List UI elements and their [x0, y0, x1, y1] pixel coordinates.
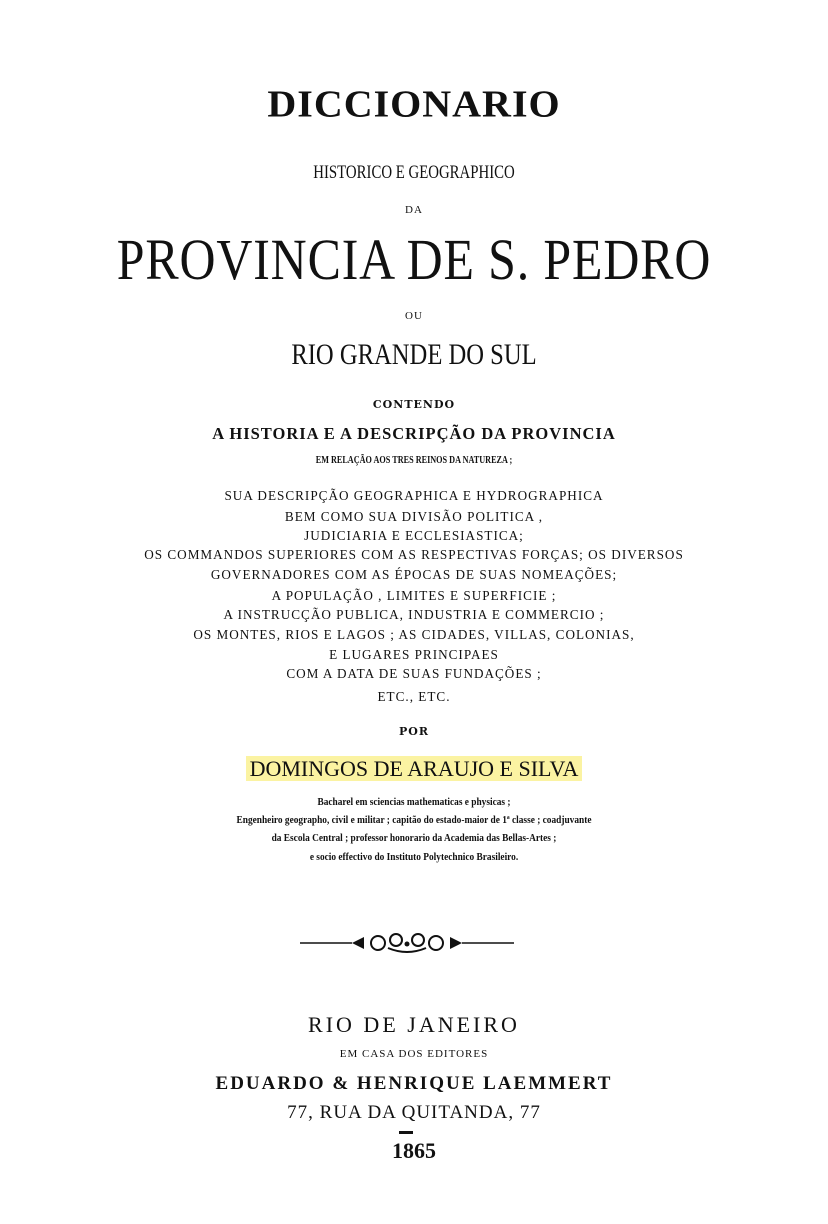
relacao-line: EM RELAÇÃO AOS TRES REINOS DA NATUREZA ; — [315, 455, 513, 466]
contents-line: OS MONTES, RIOS E LAGOS ; AS CIDADES, VILLAS, COLONIAS, — [193, 627, 635, 642]
year-rule — [399, 1131, 413, 1134]
contents-line: BEM COMO SUA DIVISÃO POLITICA , — [284, 509, 544, 524]
connector-ou: OU — [405, 310, 423, 322]
contents-line: GOVERNADORES COM AS ÉPOCAS DE SUAS NOMEAÇÕES; — [210, 567, 618, 582]
credential-line: da Escola Central ; professor honorario da Academia das Bellas-Artes ; — [271, 832, 557, 844]
province-name: PROVINCIA DE S. PEDRO — [116, 227, 712, 292]
ornament-divider — [0, 928, 828, 958]
alternate-name: RIO GRANDE DO SUL — [291, 338, 537, 371]
contents-line: A POPULAÇÃO , LIMITES E SUPERFICIE ; — [271, 588, 557, 603]
publication-year: 1865 — [392, 1138, 436, 1163]
historia-heading: A HISTORIA E A DESCRIPÇÃO DA PROVINCIA — [212, 424, 616, 443]
imprint-city: RIO DE JANEIRO — [308, 1012, 520, 1037]
publisher-address: 77, RUA DA QUITANDA, 77 — [287, 1102, 541, 1123]
contents-line: OS COMMANDOS SUPERIORES COM AS RESPECTIVAS FORÇAS; OS DIVERSOS — [144, 547, 684, 562]
credential-line: Engenheiro geographo, civil e militar ; capitão do estado-maior de 1ª classe ; coadjuvante — [236, 814, 592, 826]
por-label: POR — [399, 725, 429, 738]
contents-line: COM A DATA DE SUAS FUNDAÇÕES ; — [286, 666, 542, 681]
connector-da: DA — [405, 204, 423, 216]
imprint-casa: EM CASA DOS EDITORES — [339, 1048, 489, 1060]
author-name — [0, 756, 828, 782]
credential-line: Bacharel em sciencias mathematicas e physicas ; — [317, 796, 511, 808]
book-subtitle: HISTORICO E GEOGRAPHICO — [313, 162, 515, 183]
book-title: DICCIONARIO — [267, 82, 561, 125]
flourish-icon — [0, 928, 828, 958]
contendo-label: CONTENDO — [372, 398, 456, 411]
contents-line: A INSTRUCÇÃO PUBLICA, INDUSTRIA E COMMERCIO ; — [223, 607, 605, 622]
contents-line: E LUGARES PRINCIPAES — [329, 647, 499, 662]
contents-line: SUA DESCRIPÇÃO GEOGRAPHICA E HYDROGRAPHICA — [224, 488, 604, 503]
publisher-name: EDUARDO & HENRIQUE LAEMMERT — [215, 1073, 613, 1094]
contents-line: ETC., ETC. — [377, 689, 451, 704]
author-highlight: DOMINGOS DE ARAUJO E SILVA — [246, 756, 583, 781]
credential-line: e socio effectivo do Instituto Polytechnico Brasileiro. — [309, 851, 519, 863]
contents-line: JUDICIARIA E ECCLESIASTICA; — [304, 528, 524, 543]
